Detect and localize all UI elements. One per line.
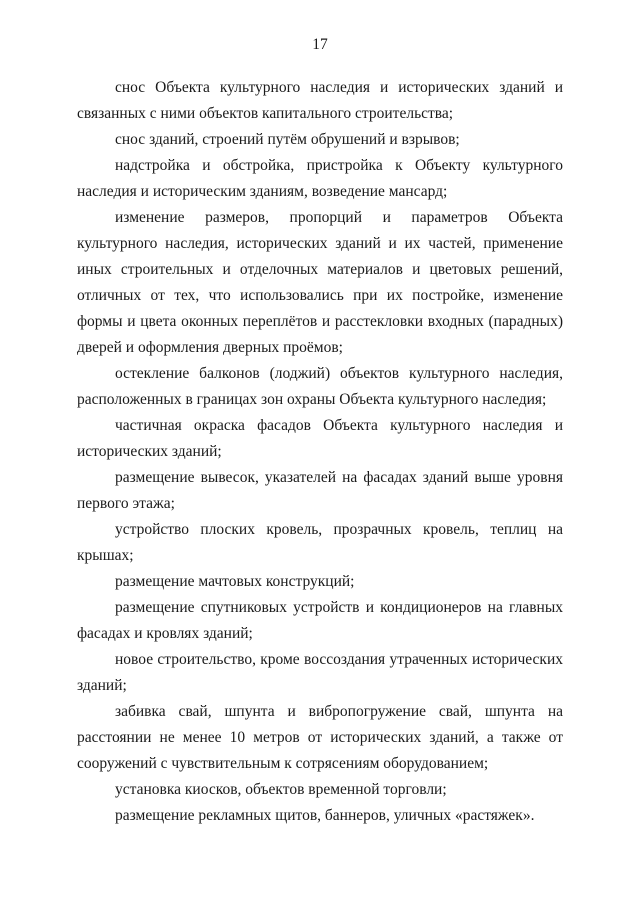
list-item: снос зданий, строений путём обрушений и взрывов; — [115, 131, 460, 148]
list-item: частичная окраска фасадов Объекта культурного наследия и исторических зданий; — [77, 417, 563, 460]
list-item: остекление балконов (лоджий) объектов культурного наследия, расположенных в границах зон охраны Объекта культурного наследия; — [77, 365, 563, 408]
document-body — [77, 75, 563, 829]
list-item: размещение мачтовых конструкций; — [115, 573, 355, 590]
list-item: надстройка и обстройка, пристройка к Объекту культурного наследия и историческим зданиям, возведение мансард; — [77, 157, 563, 200]
list-item: размещение спутниковых устройств и кондиционеров на главных фасадах и кровлях зданий; — [77, 599, 563, 642]
list-item: изменение размеров, пропорций и параметров Объекта культурного наследия, исторических зданий и их частей, применение иных строительных и отделочных материалов и цветовых решений, отличных от тех, что использовались при их постройке, изменение формы и цвета оконных переплётов и расстекловки входных (парадных) дверей и оформления дверных проёмов; — [77, 209, 563, 356]
list-item: новое строительство, кроме воссоздания утраченных исторических зданий; — [77, 651, 563, 694]
list-item: установка киосков, объектов временной торговли; — [115, 781, 447, 798]
list-item: снос Объекта культурного наследия и исторических зданий и связанных с ними объектов капитального строительства; — [77, 79, 563, 122]
list-item: размещение вывесок, указателей на фасадах зданий выше уровня первого этажа; — [77, 469, 563, 512]
list-item: забивка свай, шпунта и вибропогружение свай, шпунта на расстоянии не менее 10 метров от исторических зданий, а также от сооружений с чувствительным к сотрясениям оборудованием; — [77, 703, 563, 772]
list-item: размещение рекламных щитов, баннеров, уличных «растяжек». — [115, 807, 535, 824]
list-item: устройство плоских кровель, прозрачных кровель, теплиц на крышах; — [77, 521, 563, 564]
page-number: 17 — [312, 36, 328, 53]
